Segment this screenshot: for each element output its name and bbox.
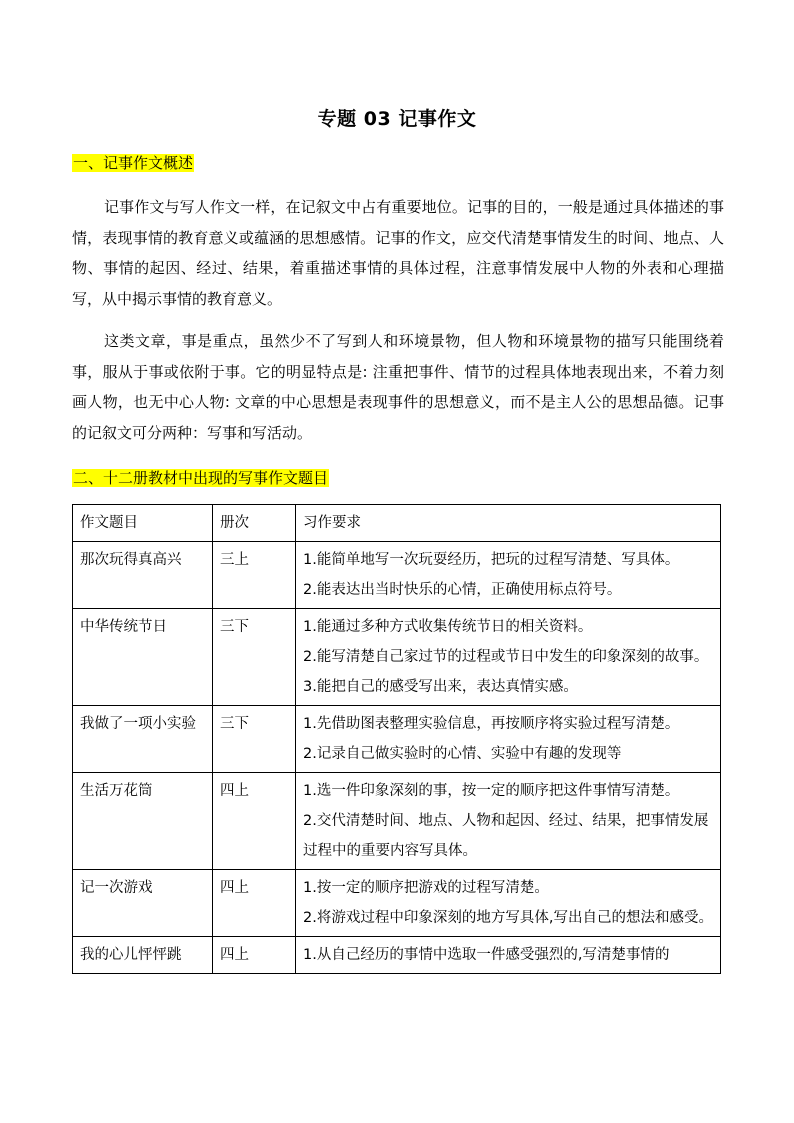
document-title: 专题 03 记事作文	[317, 108, 477, 130]
table-row	[73, 609, 721, 706]
topic-cell: 记一次游戏	[73, 870, 213, 937]
topic-cell: 生活万花筒	[73, 773, 213, 870]
volume-cell: 四上	[213, 937, 296, 974]
requirement-item: 2.记录自己做实验时的心情、实验中有趣的发现等	[303, 746, 622, 762]
requirement-item: 2.将游戏过程中印象深刻的地方写具体,写出自己的想法和感受。	[303, 910, 713, 926]
volume-cell: 三下	[213, 706, 296, 773]
topic-cell: 中华传统节日	[73, 609, 213, 706]
highlighted-heading-text: 一、记事作文概述	[73, 154, 194, 172]
volume-cell: 三上	[213, 542, 296, 609]
requirements-cell	[296, 870, 721, 937]
requirements-cell	[296, 706, 721, 773]
requirement-item: 1.按一定的顺序把游戏的过程写清楚。	[303, 880, 549, 896]
requirement-item: 1.先借助图表整理实验信息，再按顺序将实验过程写清楚。	[303, 716, 680, 732]
requirements-cell	[296, 609, 721, 706]
column-header-topic: 作文题目	[73, 505, 213, 542]
requirements-cell	[296, 937, 721, 974]
column-header-volume: 册次	[213, 505, 296, 542]
requirement-item: 2.能表达出当时快乐的心情，正确使用标点符号。	[303, 582, 622, 598]
table-row	[73, 773, 721, 870]
section-heading-topics	[72, 467, 329, 489]
table-header-row	[73, 505, 721, 542]
column-header-requirements: 习作要求	[296, 505, 721, 542]
requirements-cell	[296, 542, 721, 609]
requirements-cell	[296, 773, 721, 870]
requirement-item: 1.从自己经历的事情中选取一件感受强烈的,写清楚事情的	[303, 947, 670, 963]
table-row	[73, 870, 721, 937]
overview-paragraph-1: 记事作文与写人作文一样，在记叙文中占有重要地位。记事的目的，一般是通过具体描述的事情，表现事情的教育意义或蕴涵的思想感情。记事的作文，应交代清楚事情发生的时间、地点、人物、事情的起因、经过、结果，着重描述事情的具体过程，注意事情发展中人物的外表和心理描写，从中揭示事情的教育意义。	[72, 198, 724, 308]
volume-cell: 四上	[213, 870, 296, 937]
requirement-item: 1.能简单地写一次玩耍经历，把玩的过程写清楚、写具体。	[303, 552, 680, 568]
table-row	[73, 706, 721, 773]
requirement-item: 2.能写清楚自己家过节的过程或节日中发生的印象深刻的故事。	[303, 649, 709, 665]
topic-cell: 那次玩得真高兴	[73, 542, 213, 609]
highlighted-heading-text: 二、十二册教材中出现的写事作文题目	[73, 469, 329, 487]
table-row	[73, 542, 721, 609]
volume-cell: 四上	[213, 773, 296, 870]
requirement-item: 3.能把自己的感受写出来，表达真情实感。	[303, 679, 578, 695]
requirement-item: 2.交代清楚时间、地点、人物和起因、经过、结果，把事情发展过程中的重要内容写具体。	[303, 813, 709, 859]
overview-paragraph-2: 这类文章，事是重点，虽然少不了写到人和环境景物，但人物和环境景物的描写只能围绕着事，服从于事或依附于事。它的明显特点是: 注重把事件、情节的过程具体地表现出来，不着力刻画人物，也无中心人物: 文章的中心思想是表现事件的思想意义，而不是主人公的思想品德。记事的记叙文可分两种：写事和写活动。	[72, 332, 724, 442]
topic-cell: 我的心儿怦怦跳	[73, 937, 213, 974]
requirement-item: 1.能通过多种方式收集传统节日的相关资料。	[303, 619, 593, 635]
topic-cell: 我做了一项小实验	[73, 706, 213, 773]
requirement-item: 1.选一件印象深刻的事，按一定的顺序把这件事情写清楚。	[303, 783, 680, 799]
table-row	[73, 937, 721, 974]
section-heading-overview	[72, 152, 194, 174]
volume-cell: 三下	[213, 609, 296, 706]
topics-table	[72, 504, 721, 974]
